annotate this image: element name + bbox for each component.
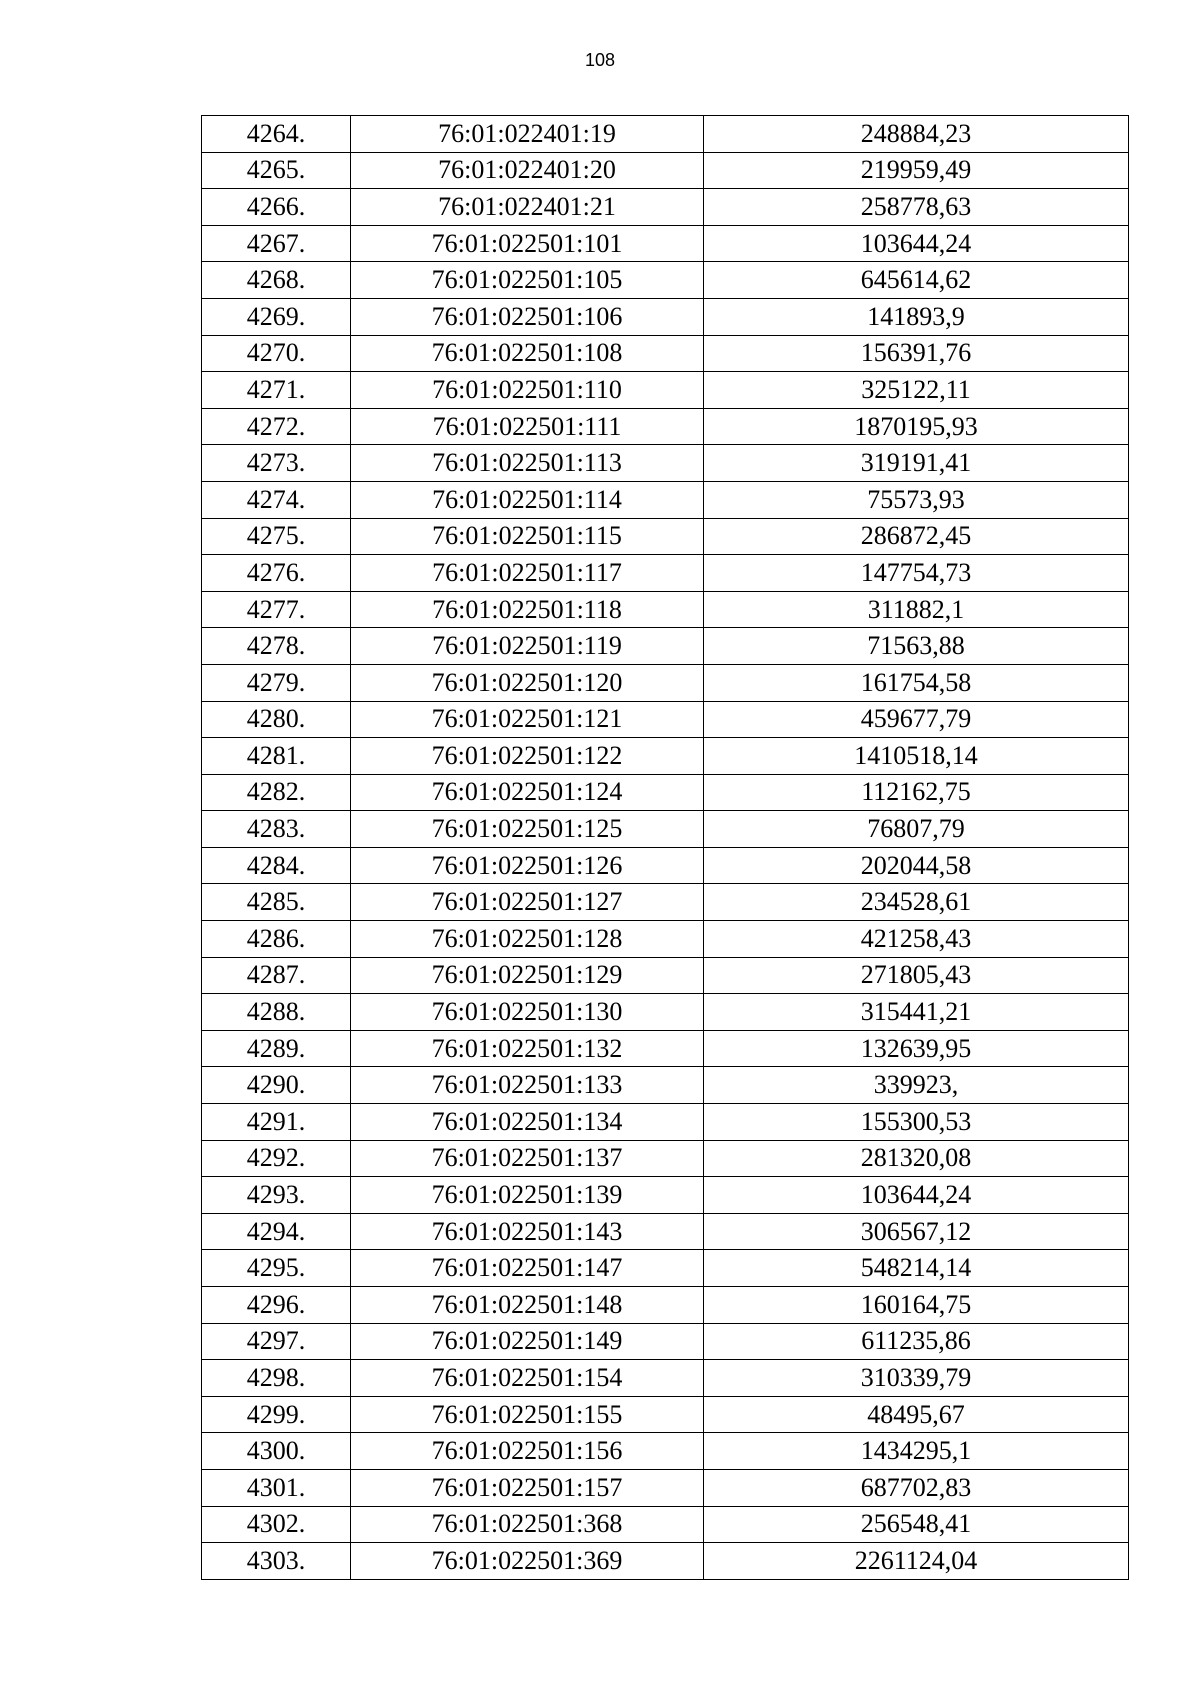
row-number-cell: 4268. <box>202 262 351 299</box>
cadastral-number-cell: 76:01:022501:120 <box>351 664 704 701</box>
cadastral-number-cell: 76:01:022501:155 <box>351 1396 704 1433</box>
table-row <box>202 921 1129 958</box>
table-row <box>202 518 1129 555</box>
value-cell: 234528,61 <box>704 884 1129 921</box>
cadastral-number-cell: 76:01:022501:111 <box>351 408 704 445</box>
cadastral-number-cell: 76:01:022501:114 <box>351 481 704 518</box>
cadastral-number-cell: 76:01:022501:121 <box>351 701 704 738</box>
cadastral-number-cell: 76:01:022501:128 <box>351 921 704 958</box>
value-cell: 311882,1 <box>704 591 1129 628</box>
table-row <box>202 1433 1129 1470</box>
value-cell: 161754,58 <box>704 664 1129 701</box>
row-number-cell: 4286. <box>202 921 351 958</box>
row-number-cell: 4285. <box>202 884 351 921</box>
cadastral-number-cell: 76:01:022501:149 <box>351 1323 704 1360</box>
row-number-cell: 4290. <box>202 1067 351 1104</box>
row-number-cell: 4281. <box>202 738 351 775</box>
cadastral-number-cell: 76:01:022401:21 <box>351 189 704 226</box>
row-number-cell: 4271. <box>202 372 351 409</box>
value-cell: 132639,95 <box>704 1030 1129 1067</box>
value-cell: 258778,63 <box>704 189 1129 226</box>
cadastral-number-cell: 76:01:022501:118 <box>351 591 704 628</box>
value-cell: 306567,12 <box>704 1213 1129 1250</box>
table-row <box>202 1287 1129 1324</box>
table-row <box>202 774 1129 811</box>
cadastral-number-cell: 76:01:022501:113 <box>351 445 704 482</box>
row-number-cell: 4300. <box>202 1433 351 1470</box>
table-row <box>202 1506 1129 1543</box>
cadastral-number-cell: 76:01:022501:154 <box>351 1360 704 1397</box>
value-cell: 156391,76 <box>704 335 1129 372</box>
value-cell: 256548,41 <box>704 1506 1129 1543</box>
value-cell: 147754,73 <box>704 555 1129 592</box>
cadastral-number-cell: 76:01:022501:127 <box>351 884 704 921</box>
row-number-cell: 4279. <box>202 664 351 701</box>
value-cell: 687702,83 <box>704 1469 1129 1506</box>
table-row <box>202 1396 1129 1433</box>
row-number-cell: 4280. <box>202 701 351 738</box>
table-row <box>202 335 1129 372</box>
value-cell: 112162,75 <box>704 774 1129 811</box>
row-number-cell: 4269. <box>202 298 351 335</box>
cadastral-number-cell: 76:01:022401:20 <box>351 152 704 189</box>
value-cell: 271805,43 <box>704 957 1129 994</box>
cadastral-number-cell: 76:01:022501:148 <box>351 1287 704 1324</box>
value-cell: 310339,79 <box>704 1360 1129 1397</box>
cadastral-number-cell: 76:01:022501:122 <box>351 738 704 775</box>
table-row <box>202 1030 1129 1067</box>
row-number-cell: 4277. <box>202 591 351 628</box>
table-row <box>202 1543 1129 1580</box>
value-cell: 2261124,04 <box>704 1543 1129 1580</box>
table-row <box>202 225 1129 262</box>
table-row <box>202 152 1129 189</box>
table-row <box>202 1469 1129 1506</box>
value-cell: 155300,53 <box>704 1104 1129 1141</box>
cadastral-number-cell: 76:01:022501:156 <box>351 1433 704 1470</box>
row-number-cell: 4274. <box>202 481 351 518</box>
table-row <box>202 847 1129 884</box>
row-number-cell: 4297. <box>202 1323 351 1360</box>
row-number-cell: 4295. <box>202 1250 351 1287</box>
value-cell: 75573,93 <box>704 481 1129 518</box>
cadastral-number-cell: 76:01:022501:134 <box>351 1104 704 1141</box>
table-row <box>202 116 1129 153</box>
table-row <box>202 1104 1129 1141</box>
cadastral-number-cell: 76:01:022501:124 <box>351 774 704 811</box>
row-number-cell: 4293. <box>202 1177 351 1214</box>
table-row <box>202 1360 1129 1397</box>
row-number-cell: 4266. <box>202 189 351 226</box>
table-body <box>202 116 1129 1580</box>
row-number-cell: 4302. <box>202 1506 351 1543</box>
table-row <box>202 628 1129 665</box>
value-cell: 141893,9 <box>704 298 1129 335</box>
value-cell: 645614,62 <box>704 262 1129 299</box>
value-cell: 103644,24 <box>704 1177 1129 1214</box>
cadastral-number-cell: 76:01:022501:106 <box>351 298 704 335</box>
cadastral-number-cell: 76:01:022501:126 <box>351 847 704 884</box>
row-number-cell: 4291. <box>202 1104 351 1141</box>
row-number-cell: 4282. <box>202 774 351 811</box>
cadastral-number-cell: 76:01:022501:115 <box>351 518 704 555</box>
cadastral-number-cell: 76:01:022501:139 <box>351 1177 704 1214</box>
table-row <box>202 994 1129 1031</box>
row-number-cell: 4292. <box>202 1140 351 1177</box>
value-cell: 339923, <box>704 1067 1129 1104</box>
table-row <box>202 1250 1129 1287</box>
value-cell: 219959,49 <box>704 152 1129 189</box>
cadastral-number-cell: 76:01:022501:105 <box>351 262 704 299</box>
value-cell: 248884,23 <box>704 116 1129 153</box>
value-cell: 319191,41 <box>704 445 1129 482</box>
value-cell: 48495,67 <box>704 1396 1129 1433</box>
cadastral-number-cell: 76:01:022501:130 <box>351 994 704 1031</box>
row-number-cell: 4298. <box>202 1360 351 1397</box>
row-number-cell: 4284. <box>202 847 351 884</box>
table-row <box>202 189 1129 226</box>
value-cell: 421258,43 <box>704 921 1129 958</box>
table-row <box>202 811 1129 848</box>
value-cell: 459677,79 <box>704 701 1129 738</box>
table-row <box>202 1177 1129 1214</box>
row-number-cell: 4288. <box>202 994 351 1031</box>
table-row <box>202 555 1129 592</box>
table-row <box>202 481 1129 518</box>
value-cell: 548214,14 <box>704 1250 1129 1287</box>
cadastral-number-cell: 76:01:022501:108 <box>351 335 704 372</box>
row-number-cell: 4287. <box>202 957 351 994</box>
row-number-cell: 4270. <box>202 335 351 372</box>
value-cell: 103644,24 <box>704 225 1129 262</box>
row-number-cell: 4299. <box>202 1396 351 1433</box>
cadastral-number-cell: 76:01:022501:101 <box>351 225 704 262</box>
cadastral-number-cell: 76:01:022501:157 <box>351 1469 704 1506</box>
row-number-cell: 4278. <box>202 628 351 665</box>
row-number-cell: 4273. <box>202 445 351 482</box>
cadastral-number-cell: 76:01:022501:369 <box>351 1543 704 1580</box>
table-row <box>202 957 1129 994</box>
value-cell: 1870195,93 <box>704 408 1129 445</box>
row-number-cell: 4283. <box>202 811 351 848</box>
page-number: 108 <box>584 50 616 70</box>
cadastral-number-cell: 76:01:022501:368 <box>351 1506 704 1543</box>
cadastral-number-cell: 76:01:022501:133 <box>351 1067 704 1104</box>
cadastral-number-cell: 76:01:022501:117 <box>351 555 704 592</box>
table-row <box>202 298 1129 335</box>
value-cell: 76807,79 <box>704 811 1129 848</box>
row-number-cell: 4264. <box>202 116 351 153</box>
row-number-cell: 4296. <box>202 1287 351 1324</box>
value-cell: 202044,58 <box>704 847 1129 884</box>
value-cell: 611235,86 <box>704 1323 1129 1360</box>
cadastral-number-cell: 76:01:022501:132 <box>351 1030 704 1067</box>
table-row <box>202 1067 1129 1104</box>
table-row <box>202 664 1129 701</box>
table-row <box>202 372 1129 409</box>
value-cell: 1410518,14 <box>704 738 1129 775</box>
value-cell: 286872,45 <box>704 518 1129 555</box>
row-number-cell: 4267. <box>202 225 351 262</box>
data-table <box>201 115 1129 1580</box>
row-number-cell: 4276. <box>202 555 351 592</box>
value-cell: 71563,88 <box>704 628 1129 665</box>
row-number-cell: 4289. <box>202 1030 351 1067</box>
cadastral-number-cell: 76:01:022501:110 <box>351 372 704 409</box>
row-number-cell: 4303. <box>202 1543 351 1580</box>
table-row <box>202 408 1129 445</box>
value-cell: 315441,21 <box>704 994 1129 1031</box>
row-number-cell: 4294. <box>202 1213 351 1250</box>
table-row <box>202 884 1129 921</box>
table-row <box>202 738 1129 775</box>
table-row <box>202 1140 1129 1177</box>
table-row <box>202 701 1129 738</box>
row-number-cell: 4272. <box>202 408 351 445</box>
value-cell: 281320,08 <box>704 1140 1129 1177</box>
cadastral-number-cell: 76:01:022501:147 <box>351 1250 704 1287</box>
cadastral-number-cell: 76:01:022401:19 <box>351 116 704 153</box>
row-number-cell: 4301. <box>202 1469 351 1506</box>
row-number-cell: 4275. <box>202 518 351 555</box>
row-number-cell: 4265. <box>202 152 351 189</box>
value-cell: 325122,11 <box>704 372 1129 409</box>
table-row <box>202 1213 1129 1250</box>
table-row <box>202 445 1129 482</box>
cadastral-number-cell: 76:01:022501:143 <box>351 1213 704 1250</box>
table-row <box>202 1323 1129 1360</box>
cadastral-number-cell: 76:01:022501:125 <box>351 811 704 848</box>
value-cell: 160164,75 <box>704 1287 1129 1324</box>
table-row <box>202 591 1129 628</box>
table-row <box>202 262 1129 299</box>
cadastral-number-cell: 76:01:022501:137 <box>351 1140 704 1177</box>
cadastral-number-cell: 76:01:022501:119 <box>351 628 704 665</box>
value-cell: 1434295,1 <box>704 1433 1129 1470</box>
cadastral-number-cell: 76:01:022501:129 <box>351 957 704 994</box>
